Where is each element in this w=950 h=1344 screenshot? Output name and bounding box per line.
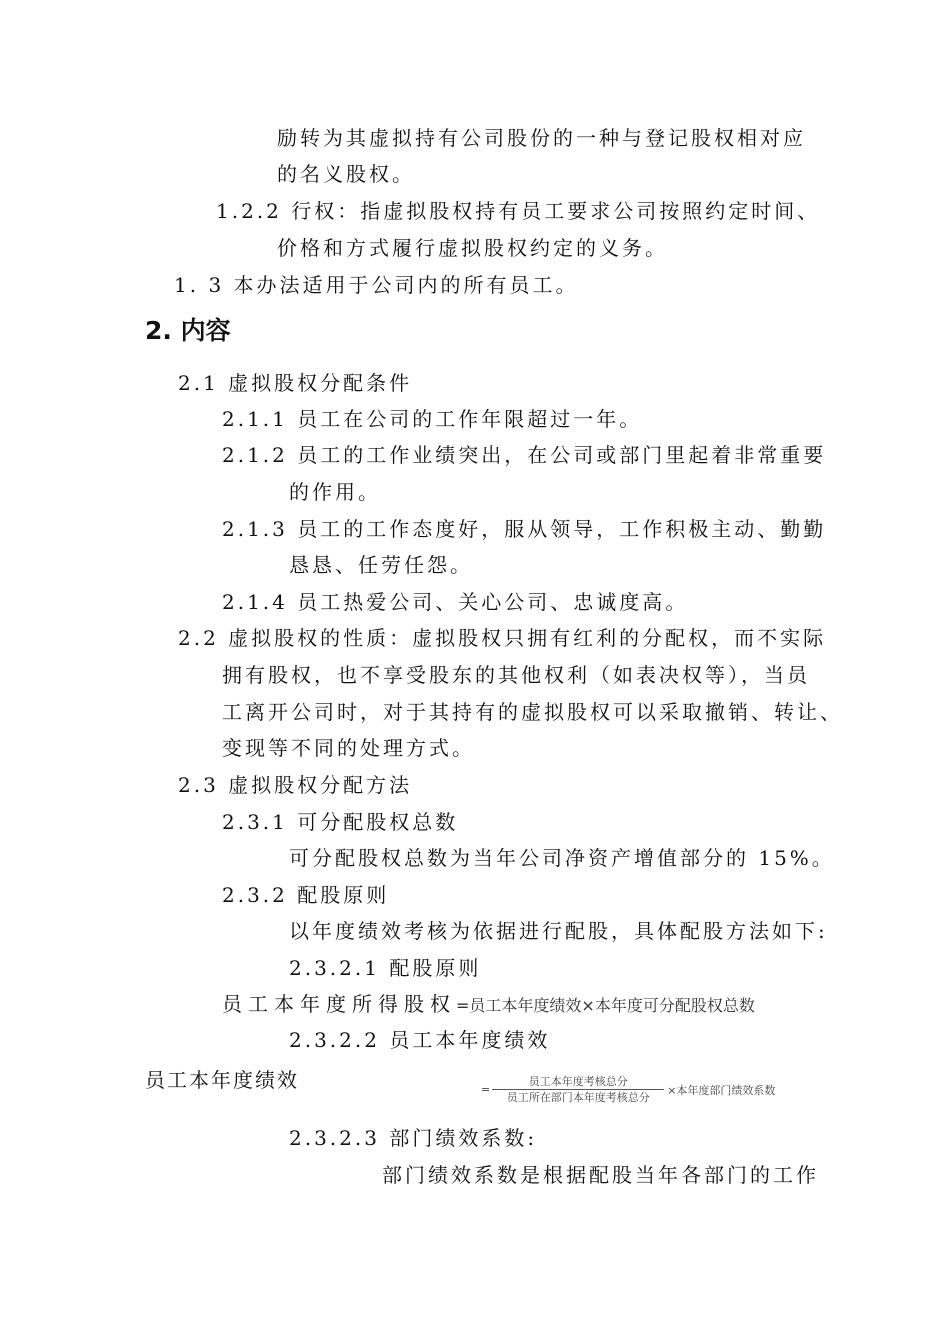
formula-numerator: 员工本年度考核总分	[528, 1075, 628, 1088]
formula-fraction	[492, 1075, 664, 1104]
text-line: 1.2.2 行权：指虚拟股权持有员工要求公司按照约定时间、	[216, 199, 821, 223]
text-line: 2.3.2.3 部门绩效系数:	[289, 1126, 538, 1150]
text-line: 恳恳、任劳任怨。	[289, 553, 473, 577]
text-line: 以年度绩效考核为依据进行配股，具体配股方法如下:	[289, 919, 828, 943]
text-line: 2.1.1 员工在公司的工作年限超过一年。	[222, 407, 643, 431]
text-line: 2.1.3 员工的工作态度好，服从领导，工作积极主动、勤勤	[222, 517, 827, 541]
performance-formula	[481, 1075, 775, 1104]
text-line: 部门绩效系数是根据配股当年各部门的工作	[382, 1163, 819, 1187]
text-line: 励转为其虚拟持有公司股份的一种与登记股权相对应	[277, 126, 806, 150]
text-line: 2.3.2.2 员工本年度绩效	[289, 1028, 551, 1052]
text-line: 的作用。	[289, 480, 381, 504]
formula-left: 员工本年度所得股权	[222, 992, 456, 1016]
text-line: 2.3.1 可分配股权总数	[222, 810, 459, 834]
text-line: 2.2 虚拟股权的性质：虚拟股权只拥有红利的分配权，而不实际	[178, 626, 827, 650]
formula-equals: =	[481, 1083, 491, 1096]
fraction-bar	[492, 1089, 664, 1090]
text-line: 2.3.2.1 配股原则	[289, 956, 482, 980]
text-line: 员工本年度绩效	[145, 1068, 299, 1092]
text-line: 1. 3 本办法适用于公司内的所有员工。	[174, 273, 579, 297]
text-line: 工离开公司时，对于其持有的虚拟股权可以采取撤销、转让、	[222, 700, 843, 724]
text-line: 2.1.4 员工热爱公司、关心公司、忠诚度高。	[222, 590, 689, 614]
formula-line	[222, 990, 755, 1020]
formula-right: =员工本年度绩效×本年度可分配股权总数	[456, 996, 755, 1015]
section-heading: 2. 内容	[145, 316, 231, 345]
text-line: 2.1 虚拟股权分配条件	[178, 371, 413, 395]
formula-multiplier: ×本年度部门绩效系数	[667, 1083, 776, 1097]
text-line: 拥有股权，也不享受股东的其他权利（如表决权等），当员	[222, 663, 810, 687]
formula-denominator: 员工所在部门本年度考核总分	[506, 1091, 650, 1104]
text-line: 价格和方式履行虚拟股权约定的义务。	[277, 236, 668, 260]
text-line: 2.1.2 员工的工作业绩突出，在公司或部门里起着非常重要	[222, 443, 827, 467]
text-line: 2.3 虚拟股权分配方法	[178, 773, 413, 797]
text-line: 的名义股权。	[277, 162, 415, 186]
text-line: 可分配股权总数为当年公司净资产增值部分的 15%。	[289, 846, 835, 870]
text-line: 变现等不同的处理方式。	[222, 736, 475, 760]
text-line: 2.3.2 配股原则	[222, 883, 390, 907]
